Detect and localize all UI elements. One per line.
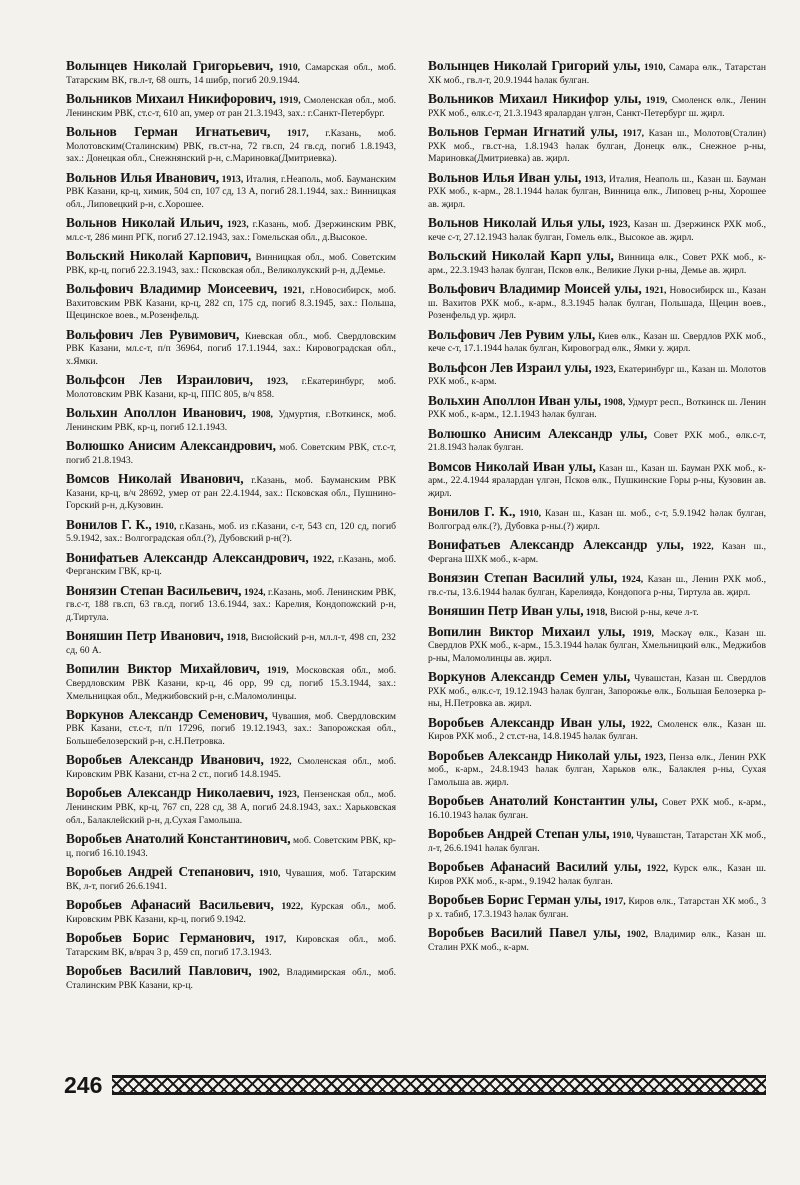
entry — [428, 828, 766, 855]
entry-year: 1919, — [632, 627, 654, 639]
entry — [66, 473, 396, 513]
entry-name: Вольнов Илья Иванович, — [66, 169, 219, 185]
left-column-russian — [66, 60, 396, 998]
entry — [428, 359, 767, 389]
entry — [66, 582, 396, 625]
entry-year: 1922, — [692, 541, 714, 553]
entry-year: 1913, — [221, 173, 244, 185]
entry-name: Вопилин Виктор Михайлович, — [66, 661, 260, 677]
entry-name: Волынцев Николай Григорьевич, — [66, 58, 274, 73]
entry — [428, 458, 766, 501]
entry-details: Казан ш., Ленин РХК моб., гв.с-ты, 13.6.1944 һәлак булган, Карелиядә, Кондопога р-ны, Тиртула ав. җирл. — [428, 574, 766, 598]
entry-details: Совет РХК моб., өлк.с-т, 21.8.1943 һәлак булган. — [428, 429, 766, 454]
entry-name: Воняшин Петр Иванович, — [66, 628, 224, 644]
entry-details: Казан ш., Фергана ШХК моб., к-арм. — [428, 541, 766, 565]
entry — [66, 250, 396, 277]
entry-details: Италия, Неаполь ш., Казан ш. Бауман РХК моб., к-арм., 28.1.1944 һәлак булган, Винница өлк., Липовец р-ны, Хорошее ав. җирл. — [428, 173, 766, 210]
entry — [428, 572, 766, 599]
entry — [66, 123, 396, 166]
entry — [428, 927, 766, 954]
entry-year: 1922, — [646, 863, 669, 875]
entry — [428, 123, 766, 166]
entry — [428, 623, 766, 666]
entry-name: Воробьев Борис Германович, — [66, 929, 255, 945]
entry-year: 1918, — [585, 607, 608, 619]
entry — [66, 663, 396, 703]
entry-year: 1917, — [622, 127, 645, 139]
entry-details: Висюйский р-н, мл.л-т, 498 сп, 232 сд, 60 А. — [66, 632, 396, 656]
entry-details: Екатеринбург ш., Казан ш. Молотов РХК моб., к-арм. — [428, 363, 767, 388]
entry-year: 1918, — [226, 632, 249, 644]
entry-year: 1923, — [266, 376, 289, 388]
entry — [428, 250, 766, 277]
entry-name: Вопилин Виктор Михаил улы, — [428, 623, 626, 639]
entry-details: Пенза өлк., Ленин РХК моб., к-арм., 24.8.1943 һәлак булган, Харьков өлк., Балаклея р-ны, Сухая Гамольша ав. җирл. — [428, 751, 767, 788]
entry-year: 1923, — [277, 789, 300, 801]
entry-year: 1924, — [243, 586, 266, 598]
entry-name: Воробьев Андрей Степан улы, — [428, 826, 610, 842]
entry-name: Вольфсон Лев Израил улы, — [428, 359, 592, 375]
entry-name: Вольфсон Лев Израилович, — [66, 372, 253, 388]
entry-details: Италия, г.Неаполь, моб. Бауманским РВК Казани, кр-ц, химик, 504 сп, 107 сд, 13 А, погиб 28.1.1944, зах.: Винницкая обл., Липовецкий р-н, с.Хорошее. — [66, 173, 396, 210]
entry-name: Вольхин Аполлон Иван улы, — [428, 392, 602, 408]
entry-name: Волюшко Анисим Александр улы, — [428, 425, 648, 441]
entry-name: Вомсов Николай Иван улы, — [428, 458, 596, 474]
entry-name: Вольнов Николай Илья улы, — [428, 215, 605, 231]
entry-name: Вольнов Герман Игнатий улы, — [428, 123, 618, 139]
entry-year: 1919, — [645, 94, 668, 106]
entry-details: Удмурт респ., Воткинск ш. Ленин РХК моб., к-арм., 12.1.1943 һәлак булган. — [428, 396, 766, 421]
entry-details: моб. Советским РВК, кр-ц, погиб 16.10.1943. — [66, 835, 396, 859]
entry — [428, 714, 766, 744]
entry-details: Самара өлк., Татарстан ХК моб., гв.л-т, 20.9.1944 һәлак булган. — [428, 62, 767, 86]
entry-year: 1922, — [312, 553, 335, 565]
entry — [428, 795, 766, 822]
entry — [66, 706, 396, 749]
entry-details: Владимир өлк., Казан ш. Сталин РХК моб., к-арм. — [428, 929, 766, 953]
entry-details: г.Новосибирск, моб. Вахитовским РВК Казани, кр-ц, 282 сп, 175 сд, погиб 8.3.1945, зах.: Польша, Щецинское воев., м.Розенфельд. — [66, 285, 396, 322]
entry-name: Воробьев Василий Павлович, — [66, 962, 252, 978]
entry-details: Кировская обл., моб. Татарским ВК, в/врач 3 р, 459 сп, погиб 17.3.1943. — [66, 933, 396, 958]
entry-year: 1923, — [594, 363, 616, 375]
entry — [66, 440, 396, 467]
entry-name: Вольнов Илья Иван улы, — [428, 169, 582, 185]
entry-name: Воробьев Василий Павел улы, — [428, 925, 621, 941]
entry — [66, 899, 396, 926]
entry-details: г.Казань, моб. из г.Казани, с-т, 543 сп, 120 сд, погиб 5.9.1942, зах.: Волгоградская обл.(?), Дубовский р-н(?). — [66, 520, 396, 545]
entry-name: Воробьев Александр Иван улы, — [428, 714, 626, 730]
entry-year: 1902, — [626, 929, 649, 941]
entry-details: Чувашия, моб. Татарским ВК, л-т, погиб 26.6.1941. — [66, 868, 396, 892]
entry-details: моб. Советским РВК, ст.с-т, погиб 21.8.1943. — [66, 442, 396, 466]
entry-name: Воробьев Анатолий Константин улы, — [428, 793, 658, 809]
entry-details: г.Казань, моб. Дзержинским РВК, мл.с-т, 286 минп РГК, погиб 27.12.1943, зах.: Гомельская обл., д.Высокое. — [66, 219, 396, 243]
entry-details: Казан ш., Молотов(Сталин) РХК моб., гв.ст-на, 1.8.1943 һәлак булган, Донецк өлк., Снежное р-ны, Мариновка(Дмитриевка) ав. җирл. — [428, 127, 766, 165]
entry — [66, 929, 396, 959]
entry-name: Воробьев Афанасий Васильевич, — [66, 897, 274, 912]
entry — [66, 60, 396, 87]
entry — [66, 516, 396, 546]
entry — [66, 217, 396, 244]
right-column-tatar — [428, 60, 766, 960]
entry-details: Удмуртия, г.Воткинск, моб. Ленинским РВК, кр-ц, погиб 12.1.1943. — [66, 409, 396, 433]
entry-details: Казан ш. Дзержинск РХК моб., кече с-т, 27.12.1943 һәлак булган, Гомель өлк., Высокое ав. җирл. — [428, 219, 766, 243]
entry-details: Новосибирск ш., Казан ш. Вахитов РХК моб., к-арм., 8.3.1945 һәлак булган, Польшада, Щецин воев., Розенфельд ур. җирл. — [428, 285, 766, 322]
entry-name: Вольнов Николай Ильич, — [66, 215, 223, 231]
entry-name: Вольфович Владимир Моисей улы, — [428, 281, 642, 297]
entry-details: Пензенская обл., моб. Ленинским РВК, кр-ц, 767 сп, 228 сд, 38 А, погиб 24.8.1943, зах.: Харьковская обл., Балаклейский р-н, д.Сухая Гамольша. — [66, 789, 396, 826]
entry-details: Совет РХК моб., к-арм., 16.10.1943 һәлак булган. — [428, 797, 766, 821]
entry — [66, 549, 397, 579]
entry-name: Вольхин Аполлон Иванович, — [66, 405, 246, 421]
entry — [66, 833, 396, 860]
entry — [66, 326, 396, 369]
entry — [428, 425, 766, 455]
entry-details: г.Казань, моб. Молотовским(Сталинским) РВК, гв.ст-на, 72 гв.сп, 24 гв.сд, погиб 1.8.1943, зах.: Донецкая обл., Снежнянский р-н, с.Мариновка(Дмитриевка). — [66, 127, 396, 165]
entry — [428, 671, 766, 711]
entry-details: Киров өлк., Татарстан ХК моб., 3 р х. табиб, 17.3.1943 һәлак булган. — [428, 896, 766, 920]
entry — [66, 407, 396, 434]
entry-name: Вомсов Николай Иванович, — [66, 471, 244, 487]
entry-name: Воркунов Александр Семенович, — [66, 706, 268, 722]
entry-year: 1910, — [519, 508, 542, 520]
entry-name: Вольников Михаил Никифорович, — [66, 90, 276, 106]
entry-year: 1908, — [603, 396, 626, 408]
entry-details: Киевская обл., моб. Свердловским РВК Казани, мл.с-т, п/п 36964, погиб 17.1.1944, зах.: Кировоградская обл., х.Ямки. — [66, 330, 396, 367]
entry-details: Смоленск өлк., Казан ш. Киров РХК моб., 2 ст.ст-на, 14.8.1945 һәлак булган. — [428, 718, 766, 743]
entry-details: Смоленская обл., моб. Ленинским РВК, ст.с-т, 610 ап, умер от ран 21.3.1943, зах.: г.Санкт-Петербург. — [66, 94, 396, 119]
entry-name: Воробьев Александр Николаевич, — [66, 785, 274, 801]
entry-year: 1919, — [279, 94, 301, 106]
entry-name: Вольский Николай Карпович, — [66, 248, 252, 264]
entry-details: Московская обл., моб. Свердловским РВК Казани, кр-ц, 46 орр, 99 сд, погиб 15.3.1944, зах.: Хмельницкая обл., Меджибовский р-н, с.Маломолинцы. — [66, 665, 397, 702]
entry-details: Винницкая обл., моб. Советским РВК, кр-ц, погиб 22.3.1943, зах.: Псковская обл., Великолукский р-н, д.Демье. — [66, 252, 396, 276]
entry-name: Воркунов Александр Семен улы, — [428, 669, 631, 685]
entry-year: 1910, — [278, 62, 301, 73]
entry-name: Вольфович Владимир Моисеевич, — [66, 281, 278, 297]
entry-name: Воробьев Александр Николай улы, — [428, 747, 642, 763]
entry-details: Винница өлк., Совет РХК моб., к-арм., 22.3.1943 һәлак булган, Псков өлк., Великие Луки р-ны, Демье ав. җирл. — [428, 252, 766, 276]
entry-details: Чувашия, моб. Свердловским РВК Казани, ст.с-т, п/п 17296, погиб 19.12.1943, зах.: Запорожская обл., Большебелозерский р-н, с.Н.Петровка. — [66, 710, 396, 748]
entry — [66, 283, 396, 323]
entry-year: 1917, — [604, 896, 626, 908]
entry — [428, 392, 766, 422]
entry-year: 1910, — [612, 830, 634, 842]
entry-name: Вонифатьев Александр Александрович, — [66, 549, 309, 565]
entry-year: 1924, — [621, 574, 644, 586]
entry-year: 1923, — [227, 219, 249, 231]
entry-year: 1921, — [282, 285, 305, 297]
entry-name: Воняшин Петр Иван улы, — [428, 603, 584, 619]
entry — [428, 90, 766, 120]
entry — [428, 217, 766, 244]
entry-name: Вольников Михаил Никифор улы, — [428, 90, 642, 106]
entry — [66, 90, 396, 120]
entry-details: г.Екатеринбург, моб. Молотовским РВК Казани, кр-ц, ППС 805, в/ч 858. — [66, 376, 396, 400]
entry-details: Мәскәү өлк., Казан ш. Свердлов РХК моб., к-арм., 15.3.1944 һәлак булган, Хмельницкий өлк., Меджибов р-ны, Маломолинцы ав. җирл. — [428, 627, 766, 664]
entry — [428, 605, 766, 620]
entry-name: Вольфович Лев Рувим улы, — [428, 326, 596, 342]
entry — [66, 630, 396, 657]
entry — [428, 861, 766, 888]
entry — [428, 894, 766, 921]
entry-name: Вольнов Герман Игнатьевич, — [66, 123, 271, 139]
entry-name: Воробьев Анатолий Константинович, — [66, 831, 291, 847]
entry-details: Самарская обл., моб. Татарским ВК, гв.л-т, 68 ошть, 14 шибр, погиб 20.9.1944. — [66, 62, 397, 86]
entry-year: 1923, — [644, 751, 666, 763]
entry-name: Воробьев Афанасий Василий улы, — [428, 859, 642, 875]
entry-details: г.Казань, моб. Ленинским РВК, гв.с-т, 188 гв.сп, 63 гв.сд, погиб 13.6.1944, зах.: Карелия, Кондопожский р-н, д.Тиртула. — [66, 586, 396, 623]
entry-details: Чувашстан, Татарстан ХК моб., л-т, 26.6.1941 һәлак булган. — [428, 830, 766, 854]
entry — [428, 326, 766, 356]
entry-year: 1910, — [258, 868, 281, 880]
entry-details: Казан ш., Казан ш. моб., с-т, 5.9.1942 һәлак булган, Волгоград өлк.(?), Дубовка р-ны.(?) җирл. — [428, 508, 766, 532]
entry-year: 1910, — [154, 520, 177, 532]
entry-details: Курск өлк., Казан ш. Киров РХК моб., к-арм., 9.1942 һәлак булган. — [428, 863, 766, 887]
entry-details: г.Казань, моб. Бауманским РВК Казани, кр-ц, в/ч 28692, умер от ран 22.4.1944, зах.: Псковская обл., Пушнино-Горский р-н, д.Кузовин. — [66, 475, 396, 512]
entry-year: 1921, — [644, 285, 667, 297]
entry — [428, 539, 766, 566]
entry-details: Смоленская обл., моб. Кировским РВК Казани, ст-на 2 ст., погиб 14.8.1945. — [66, 756, 396, 781]
entry-name: Вонязин Степан Васильевич, — [66, 582, 242, 598]
entry-year: 1908, — [251, 409, 273, 421]
entry-details: г.Казань, моб. Ферганским ГВК, кр-ц. — [66, 553, 397, 578]
entry-year: 1923, — [608, 219, 631, 231]
entry — [66, 866, 396, 893]
entry — [66, 787, 396, 827]
entry-name: Вонилов Г. К., — [66, 516, 152, 532]
entry-details: Владимирская обл., моб. Сталинским РВК Казани, кр-ц. — [66, 966, 396, 991]
entry-name: Вольский Николай Карп улы, — [428, 248, 614, 264]
entry-name: Волынцев Николай Григорий улы, — [428, 58, 641, 73]
entry-details: Чувашстан, Казан ш. Свердлов РХК моб., өлк.с-т, 19.12.1943 һәлак булган, Запорожье өлк., Большая Белозерка р-ны, Н.Петровка ав. җирл. — [428, 673, 766, 710]
entry — [428, 506, 766, 533]
entry-year: 1922, — [630, 718, 653, 730]
entry — [428, 60, 766, 87]
entry-name: Вонифатьев Александр Александр улы, — [428, 537, 684, 553]
entry-name: Воробьев Александр Иванович, — [66, 752, 264, 768]
entry-name: Воробьев Андрей Степанович, — [66, 864, 254, 880]
entry-name: Воробьев Борис Герман улы, — [428, 892, 602, 908]
entry — [428, 747, 767, 790]
entry-year: 1922, — [269, 756, 292, 768]
entry — [66, 962, 396, 992]
entry-details: Висюй р-ны, кече л-т. — [607, 607, 699, 619]
entry-year: 1917, — [264, 933, 287, 945]
entry-details: Смоленск өлк., Ленин РХК моб., өлк.с-т, 21.3.1943 яралардан үлгән, Санкт-Петербург ш. җирл. — [428, 94, 766, 119]
entry-details: Казан ш., Казан ш. Бауман РХК моб., к-арм., 22.4.1944 яралардан үлгән, Псков өлк., Пушкинские Горы р-ны, Кузовин ав. җирл. — [428, 462, 766, 499]
entry-year: 1919, — [267, 665, 289, 677]
entry-year: 1922, — [281, 901, 303, 912]
entry — [428, 283, 766, 323]
entry-name: Волюшко Анисим Александрович, — [66, 438, 276, 454]
entry-details: Курская обл., моб. Кировским РВК Казани, кр-ц, погиб 9.1942. — [66, 901, 396, 925]
entry-name: Вольфович Лев Рувимович, — [66, 326, 240, 342]
page-number: 246 — [64, 1072, 103, 1098]
entry-year: 1902, — [258, 966, 280, 978]
entry — [66, 374, 396, 401]
entry — [428, 169, 766, 212]
entry-name: Вонилов Г. К., — [428, 504, 516, 520]
entry-year: 1917, — [287, 127, 309, 139]
ornament-border — [112, 1075, 766, 1095]
entry-details: Киев өлк., Казан ш. Свердлов РХК моб., кече с-т, 17.1.1944 һәлак булган, Кировоград өлк., Ямки у. җирл. — [428, 330, 766, 355]
entry — [66, 754, 396, 781]
entry-year: 1910, — [643, 62, 666, 73]
entry — [66, 169, 396, 212]
entry-name: Вонязин Степан Василий улы, — [428, 570, 618, 586]
entry-year: 1913, — [584, 173, 606, 185]
